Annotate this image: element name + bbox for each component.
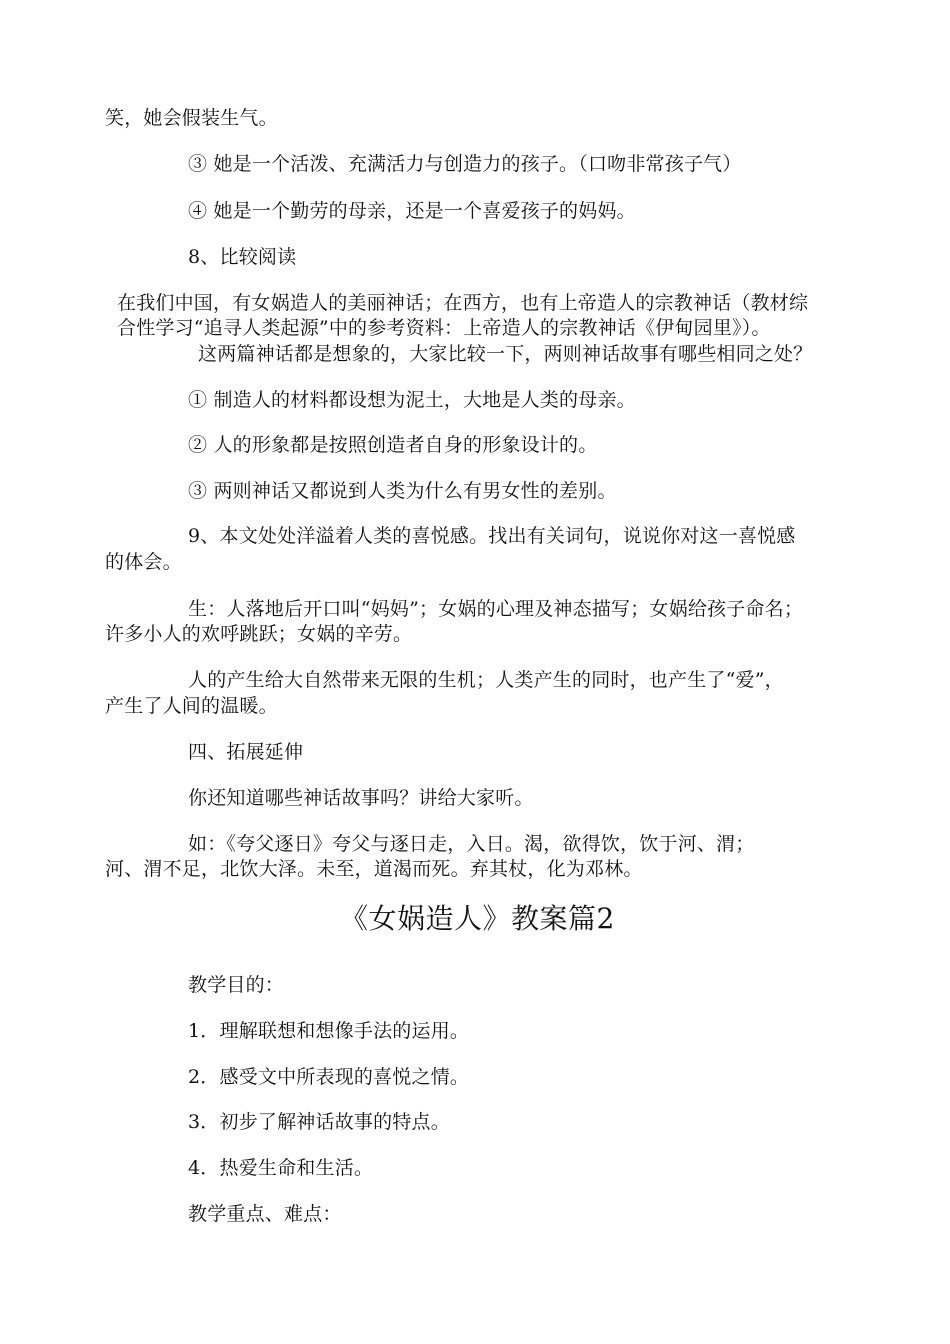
text-line: 如：《夸父逐日》夸父与逐日走，入日。渴，欲得饮，饮于河、渭； [188, 833, 755, 855]
text-line: 教学目的： [188, 974, 285, 996]
text-line: 3．初步了解神话故事的特点。 [188, 1111, 450, 1133]
text-line: 在我们中国，有女娲造人的美丽神话；在西方，也有上帝造人的宗教神话（教材综 [117, 292, 809, 314]
text-line: ③ 两则神话又都说到人类为什么有男女性的差别。 [188, 480, 617, 502]
text-line: ② 人的形象都是按照创造者自身的形象设计的。 [188, 434, 598, 456]
text-line: 2．感受文中所表现的喜悦之情。 [188, 1066, 470, 1088]
text-line: ③ 她是一个活泼、充满活力与创造力的孩子。（口吻非常孩子气） [188, 153, 742, 175]
text-line: 8、比较阅读 [188, 246, 297, 268]
text-line: 生：人落地后开口叫“妈妈”；女娲的心理及神态描写；女娲给孩子命名； [188, 598, 804, 620]
text-line: 四、拓展延伸 [188, 741, 304, 763]
section-title: 《女娲造人》教案篇2 [340, 902, 615, 935]
text-line: 河、渭不足，北饮大泽。未至，道渴而死。弃其杖，化为邓林。 [105, 858, 643, 880]
text-line: ① 制造人的材料都设想为泥土，大地是人类的母亲。 [188, 389, 636, 411]
text-line: 许多小人的欢呼跳跃；女娲的辛劳。 [105, 623, 413, 645]
text-line: ④ 她是一个勤劳的母亲，还是一个喜爱孩子的妈妈。 [188, 200, 636, 222]
text-line: 笑，她会假装生气。 [105, 107, 278, 129]
text-line: 的体会。 [105, 551, 182, 573]
text-line: 合性学习“追寻人类起源”中的参考资料：上帝造人的宗教神话《伊甸园里》）。 [117, 317, 771, 339]
text-line: 这两篇神话都是想象的，大家比较一下，两则神话故事有哪些相同之处？ [198, 343, 813, 365]
text-line: 9、本文处处洋溢着人类的喜悦感。找出有关词句，说说你对这一喜悦感 [188, 525, 796, 547]
text-line: 1．理解联想和想像手法的运用。 [188, 1020, 470, 1042]
text-line: 你还知道哪些神话故事吗？讲给大家听。 [188, 787, 534, 809]
text-line: 4．热爱生命和生活。 [188, 1157, 374, 1179]
text-line: 教学重点、难点： [188, 1203, 342, 1225]
text-line: 产生了人间的温暖。 [105, 695, 278, 717]
text-line: 人的产生给大自然带来无限的生机；人类产生的同时，也产生了“爱”， [188, 669, 784, 691]
